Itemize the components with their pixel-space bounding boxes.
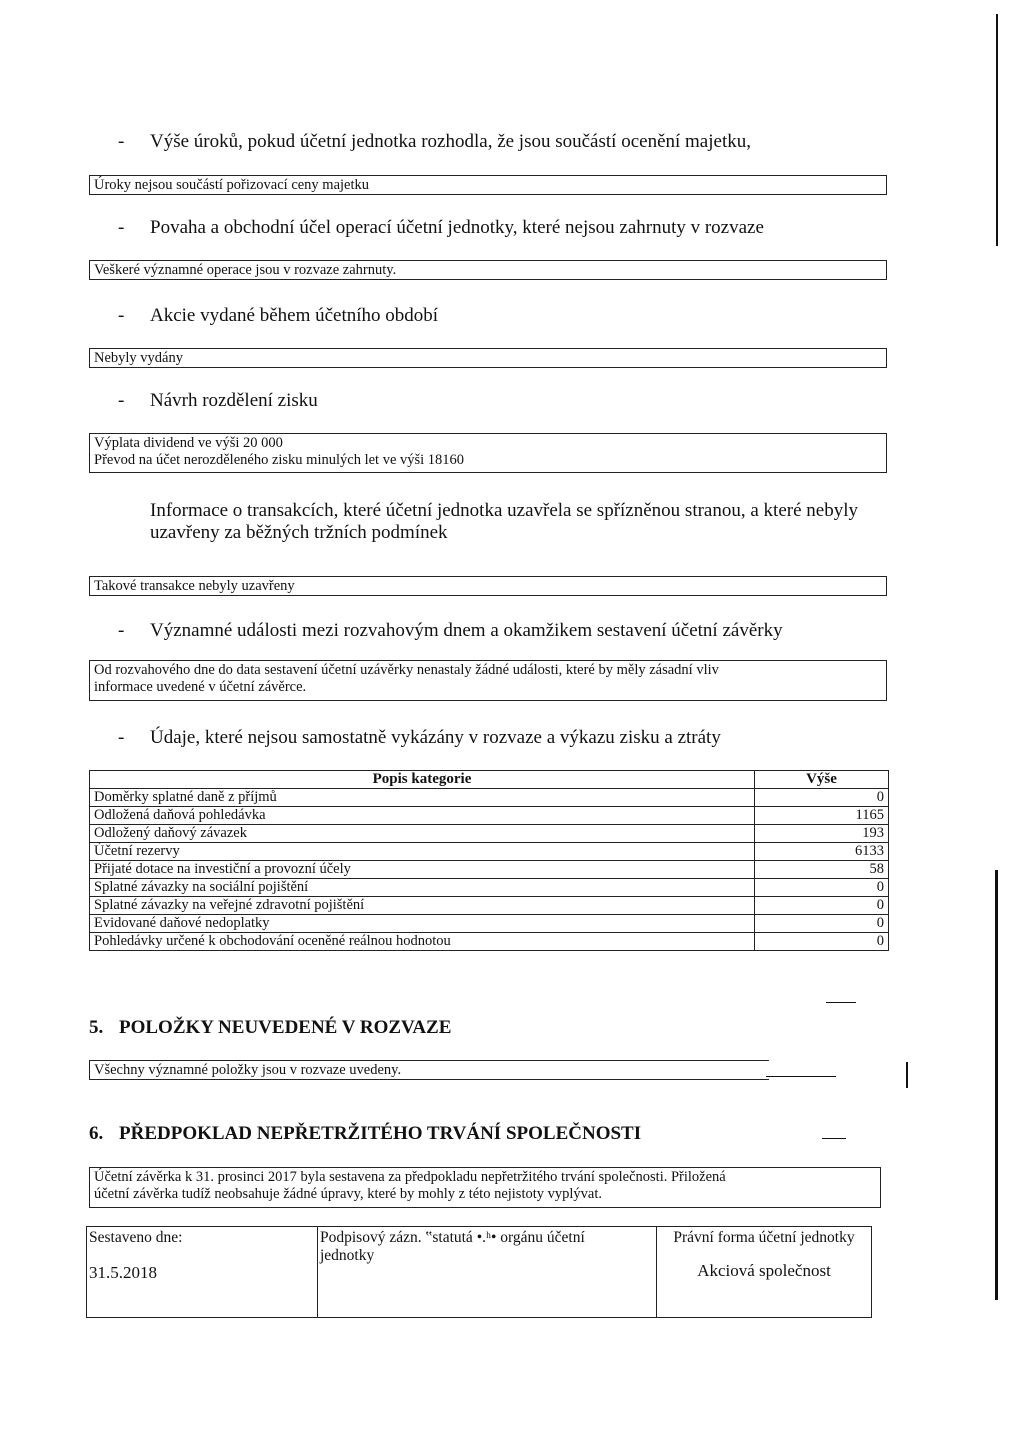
- heading-unreported-data: - Údaje, které nejsou samostatně vykázány v rozvaze a výkazu zisku a ztráty: [118, 727, 721, 748]
- header-category: Popis kategorie: [90, 771, 755, 789]
- section-5-title: 5. POLOŽKY NEUVEDENÉ V ROZVAZE: [89, 1017, 452, 1038]
- box-profit-distribution: Výplata dividend ve výši 20 000 Převod na účet nerozděleného zisku minulých let ve výši 18160: [89, 433, 887, 473]
- legal-form-value: Akciová společnost: [697, 1261, 831, 1280]
- table-header-row: [90, 771, 889, 789]
- signature-cell: [318, 1227, 657, 1318]
- date-cell: [87, 1227, 318, 1318]
- table-row: Evidované daňové nedoplatky 0: [90, 915, 889, 933]
- box-related-party: Takové transakce nebyly uzavřeny: [89, 576, 887, 596]
- heading-subsequent-events: - Významné události mezi rozvahovým dnem a okamžikem sestavení účetní závěrky: [118, 620, 783, 641]
- box-shares-issued: Nebyly vydány: [89, 348, 887, 368]
- signature-label: Podpisový zázn. ‟statutá •.ʰ• orgánu účetní: [320, 1229, 585, 1246]
- table-row: Splatné závazky na sociální pojištění 0: [90, 879, 889, 897]
- table-row: Doměrky splatné daně z příjmů 0: [90, 789, 889, 807]
- table-row: Účetní rezervy 6133: [90, 843, 889, 861]
- scan-mark: [766, 1076, 836, 1077]
- date-label: Sestaveno dne:: [89, 1229, 183, 1246]
- scan-mark: [822, 1138, 846, 1139]
- date-value: 31.5.2018: [89, 1263, 157, 1282]
- scan-edge-line-lower: [995, 870, 998, 1300]
- box-interest: Úroky nejsou součástí pořizovací ceny majetku: [89, 175, 887, 195]
- scan-mark: [826, 1002, 856, 1003]
- heading-off-balance-operations: - Povaha a obchodní účel operací účetní jednotky, které nejsou zahrnuty v rozvaze: [118, 217, 764, 238]
- heading-profit-distribution: - Návrh rozdělení zisku: [118, 390, 318, 411]
- header-amount: Výše: [755, 771, 889, 789]
- table-row: Odložená daňová pohledávka 1165: [90, 807, 889, 825]
- signature-table: [86, 1226, 872, 1318]
- scan-edge-line: [996, 14, 998, 246]
- box-section-5: Všechny významné položky jsou v rozvaze uvedeny.: [89, 1060, 769, 1080]
- paragraph-related-party: Informace o transakcích, které účetní jednotka uzavřela se spřízněnou stranou, a které nebyly uzavřeny za běžných tržních podmínek: [150, 500, 858, 543]
- section-6-title: 6. PŘEDPOKLAD NEPŘETRŽITÉHO TRVÁNÍ SPOLEČNOSTI: [89, 1123, 642, 1144]
- legal-form-cell: [657, 1227, 872, 1318]
- category-table: [89, 770, 889, 951]
- signature-label-2: jednotky: [320, 1247, 375, 1264]
- table-row: Pohledávky určené k obchodování oceněné reálnou hodnotou 0: [90, 933, 889, 951]
- table-row: Odložený daňový závazek 193: [90, 825, 889, 843]
- table-row: Splatné závazky na veřejné zdravotní pojištění 0: [90, 897, 889, 915]
- box-section-6: Účetní závěrka k 31. prosinci 2017 byla sestavena za předpokladu nepřetržitého trvání společnosti. Přiložená účetní závěrka tudíž neobsahuje žádné úpravy, které by mohly z této nejistoty vyplývat.: [89, 1167, 881, 1208]
- box-off-balance-operations: Veškeré významné operace jsou v rozvaze zahrnuty.: [89, 260, 887, 280]
- table-row: Přijaté dotace na investiční a provozní účely 58: [90, 861, 889, 879]
- scan-mark: [906, 1062, 908, 1088]
- heading-shares-issued: - Akcie vydané během účetního období: [118, 305, 439, 326]
- box-subsequent-events: Od rozvahového dne do data sestavení účetní uzávěrky nenastaly žádné události, které by měly zásadní vliv informace uvedené v účetní závěrce.: [89, 660, 887, 701]
- heading-interest: - Výše úroků, pokud účetní jednotka rozhodla, že jsou součástí ocenění majetku,: [118, 131, 751, 152]
- legal-form-label: Právní forma účetní jednotky: [673, 1229, 855, 1246]
